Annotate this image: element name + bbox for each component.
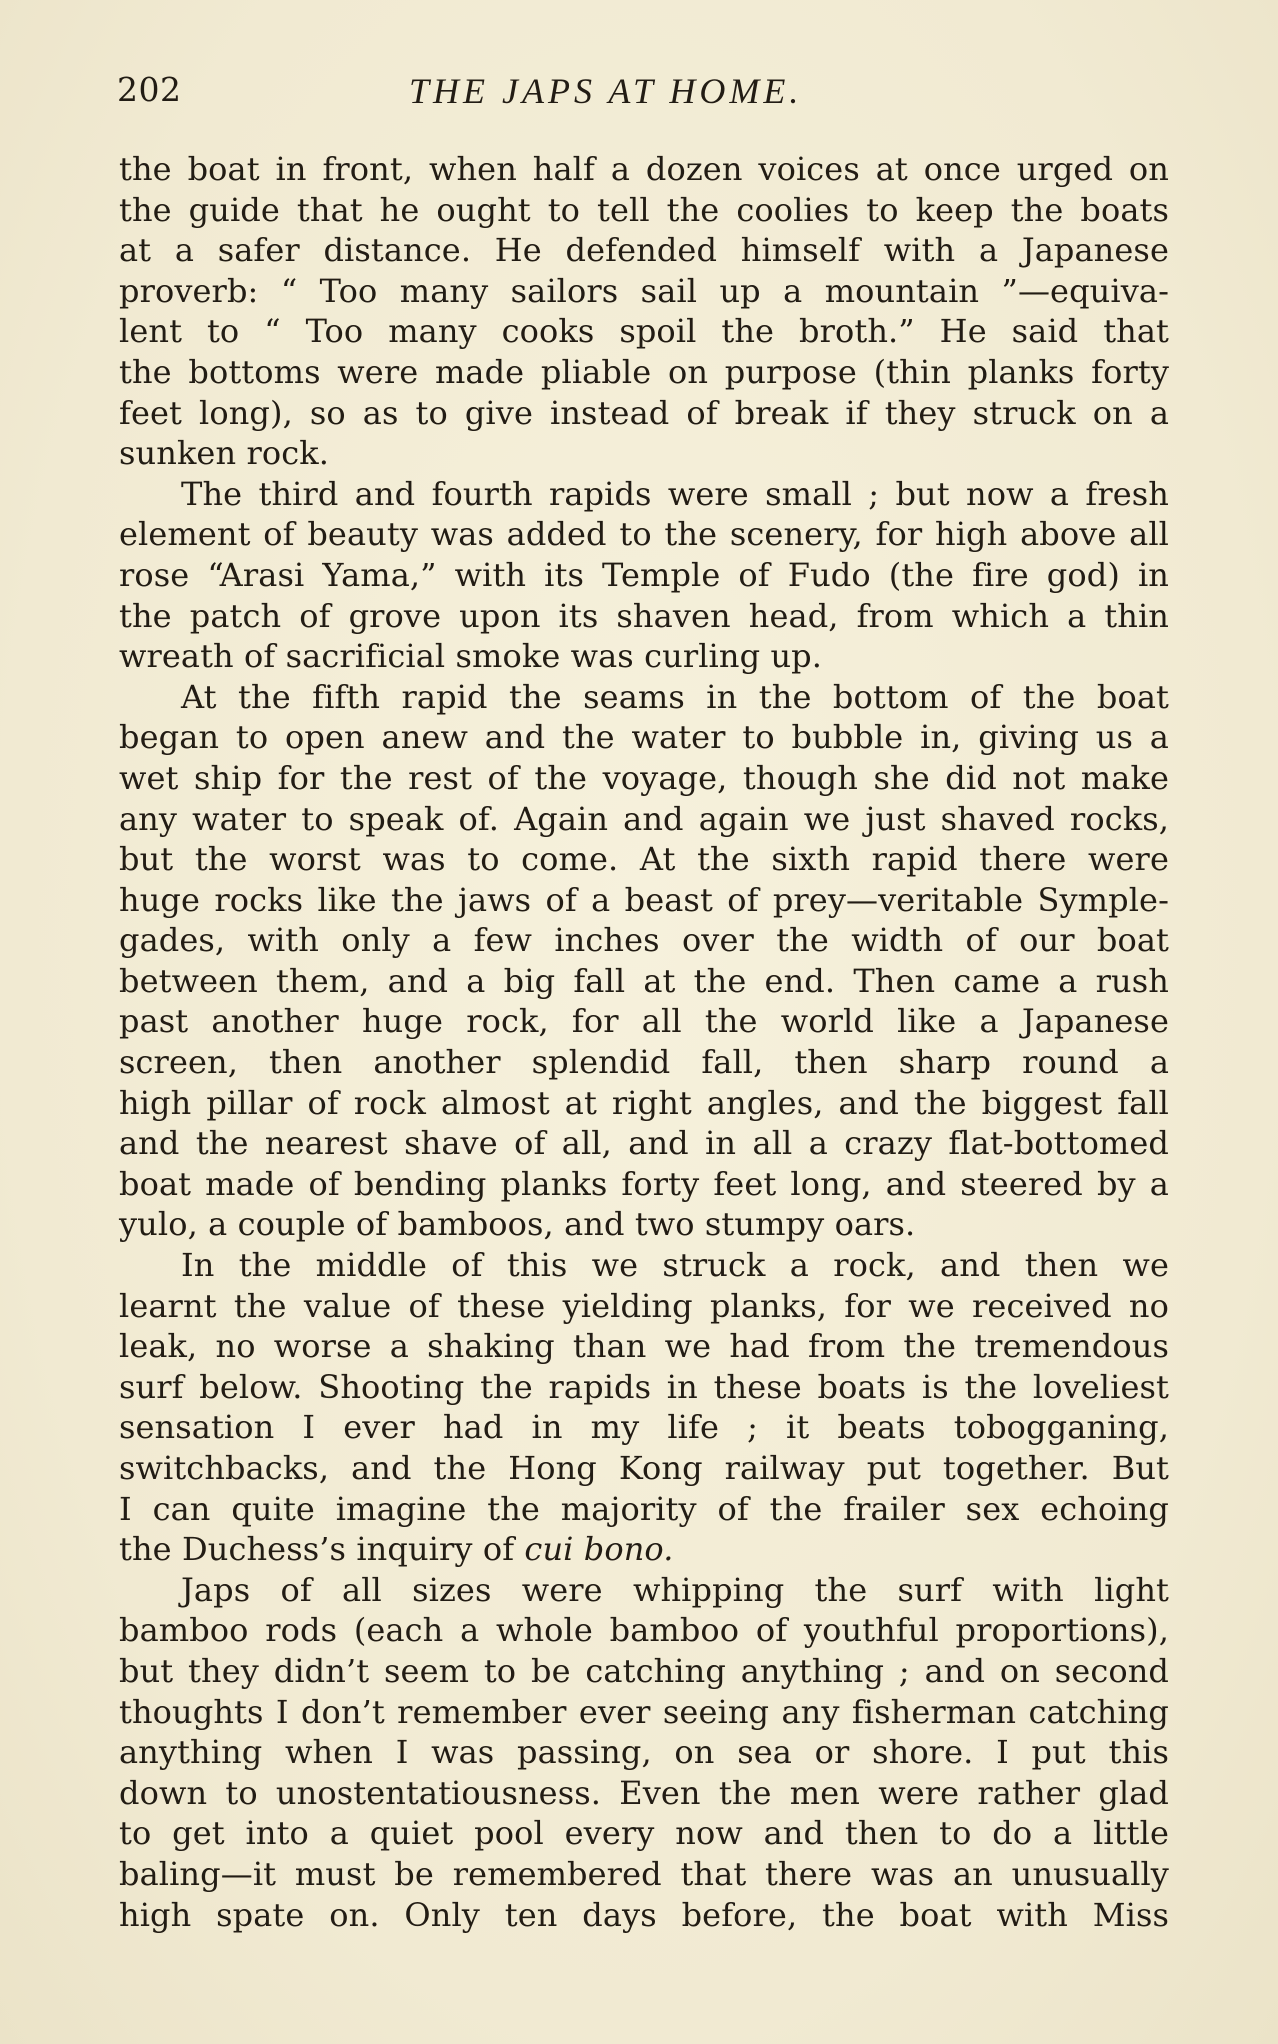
text-line: down to unostentatiousness. Even the men were rather glad	[119, 1773, 1169, 1812]
text-line: but they didn’t seem to be catching anything ; and on second	[119, 1651, 1169, 1690]
italic-phrase: cui bono.	[524, 1530, 674, 1569]
text-line: past another huge rock, for all the world like a Japanese	[119, 1002, 1169, 1041]
page-number: 202	[117, 70, 182, 109]
text-line: bamboo rods (each a whole bamboo of youthful proportions),	[119, 1611, 1169, 1650]
text-line: huge rocks like the jaws of a beast of prey—veritable Symple-	[119, 880, 1169, 919]
text-line: learnt the value of these yielding planks, for we received no	[119, 1286, 1169, 1325]
text-line: In the middle of this we struck a rock, and then we	[181, 1246, 1169, 1285]
text-line: the Duchess’s inquiry of cui bono.	[119, 1530, 674, 1569]
text-line: lent to “ Too many cooks spoil the broth.” He said that	[119, 312, 1169, 351]
body-text	[119, 149, 1169, 1935]
text-line: the guide that he ought to tell the coolies to keep the boats	[119, 190, 1169, 229]
text-line: feet long), so as to give instead of break if they struck on a	[119, 393, 1169, 432]
text-line: anything when I was passing, on sea or shore. I put this	[119, 1733, 1169, 1772]
text-line: element of beauty was added to the scenery, for high above all	[119, 515, 1169, 554]
text-line: leak, no worse a shaking than we had from the tremendous	[119, 1327, 1169, 1366]
text-line: baling—it must be remembered that there was an unusually	[119, 1854, 1169, 1893]
text-line: The third and fourth rapids were small ; but now a fresh	[181, 474, 1169, 513]
text-line: surf below. Shooting the rapids in these boats is the loveliest	[119, 1367, 1169, 1406]
text-line: began to open anew and the water to bubble in, giving us a	[119, 718, 1169, 757]
text-line: any water to speak of. Again and again we just shaved rocks,	[119, 799, 1169, 838]
text-line: sunken rock.	[119, 434, 329, 473]
text-line: screen, then another splendid fall, then sharp round a	[119, 1043, 1169, 1082]
text-line: wet ship for the rest of the voyage, though she did not make	[119, 758, 1169, 797]
text-line: proverb: “ Too many sailors sail up a mountain ”—equiva-	[119, 271, 1169, 310]
text-line: but the worst was to come. At the sixth rapid there were	[119, 840, 1169, 879]
running-head	[117, 70, 1177, 120]
text-line: boat made of bending planks forty feet long, and steered by a	[119, 1164, 1169, 1203]
text-line: At the fifth rapid the seams in the bottom of the boat	[181, 677, 1169, 716]
text-line: between them, and a big fall at the end. Then came a rush	[119, 961, 1169, 1000]
text-line: yulo, a couple of bamboos, and two stumpy oars.	[119, 1205, 916, 1244]
text-line: high pillar of rock almost at right angles, and the biggest fall	[119, 1083, 1169, 1122]
text-line: high spate on. Only ten days before, the boat with Miss	[119, 1895, 1169, 1934]
text-line: sensation I ever had in my life ; it beats tobogganing,	[119, 1408, 1169, 1447]
text-line: the bottoms were made pliable on purpose (thin planks forty	[119, 352, 1169, 391]
text-line: thoughts I don’t remember ever seeing any fisherman catching	[119, 1692, 1169, 1731]
text-line: at a safer distance. He defended himself with a Japanese	[119, 231, 1169, 270]
text-line: switchbacks, and the Hong Kong railway put together. But	[119, 1449, 1169, 1487]
text-line: wreath of sacrificial smoke was curling up.	[119, 637, 823, 676]
text-line: rose “Arasi Yama,” with its Temple of Fudo (the fire god) in	[119, 555, 1169, 594]
book-title: THE JAPS AT HOME.	[409, 71, 803, 111]
text-line: Japs of all sizes were whipping the surf with light	[181, 1570, 1169, 1609]
text-line: gades, with only a few inches over the width of our boat	[119, 921, 1169, 960]
text-line: the patch of grove upon its shaven head, from which a thin	[119, 596, 1169, 635]
text-line: the boat in front, when half a dozen voices at once urged on	[119, 150, 1169, 188]
text-line: and the nearest shave of all, and in all a crazy flat-bottomed	[119, 1124, 1169, 1163]
text-line: to get into a quiet pool every now and then to do a little	[119, 1814, 1169, 1853]
text-line: I can quite imagine the majority of the frailer sex echoing	[119, 1489, 1169, 1528]
